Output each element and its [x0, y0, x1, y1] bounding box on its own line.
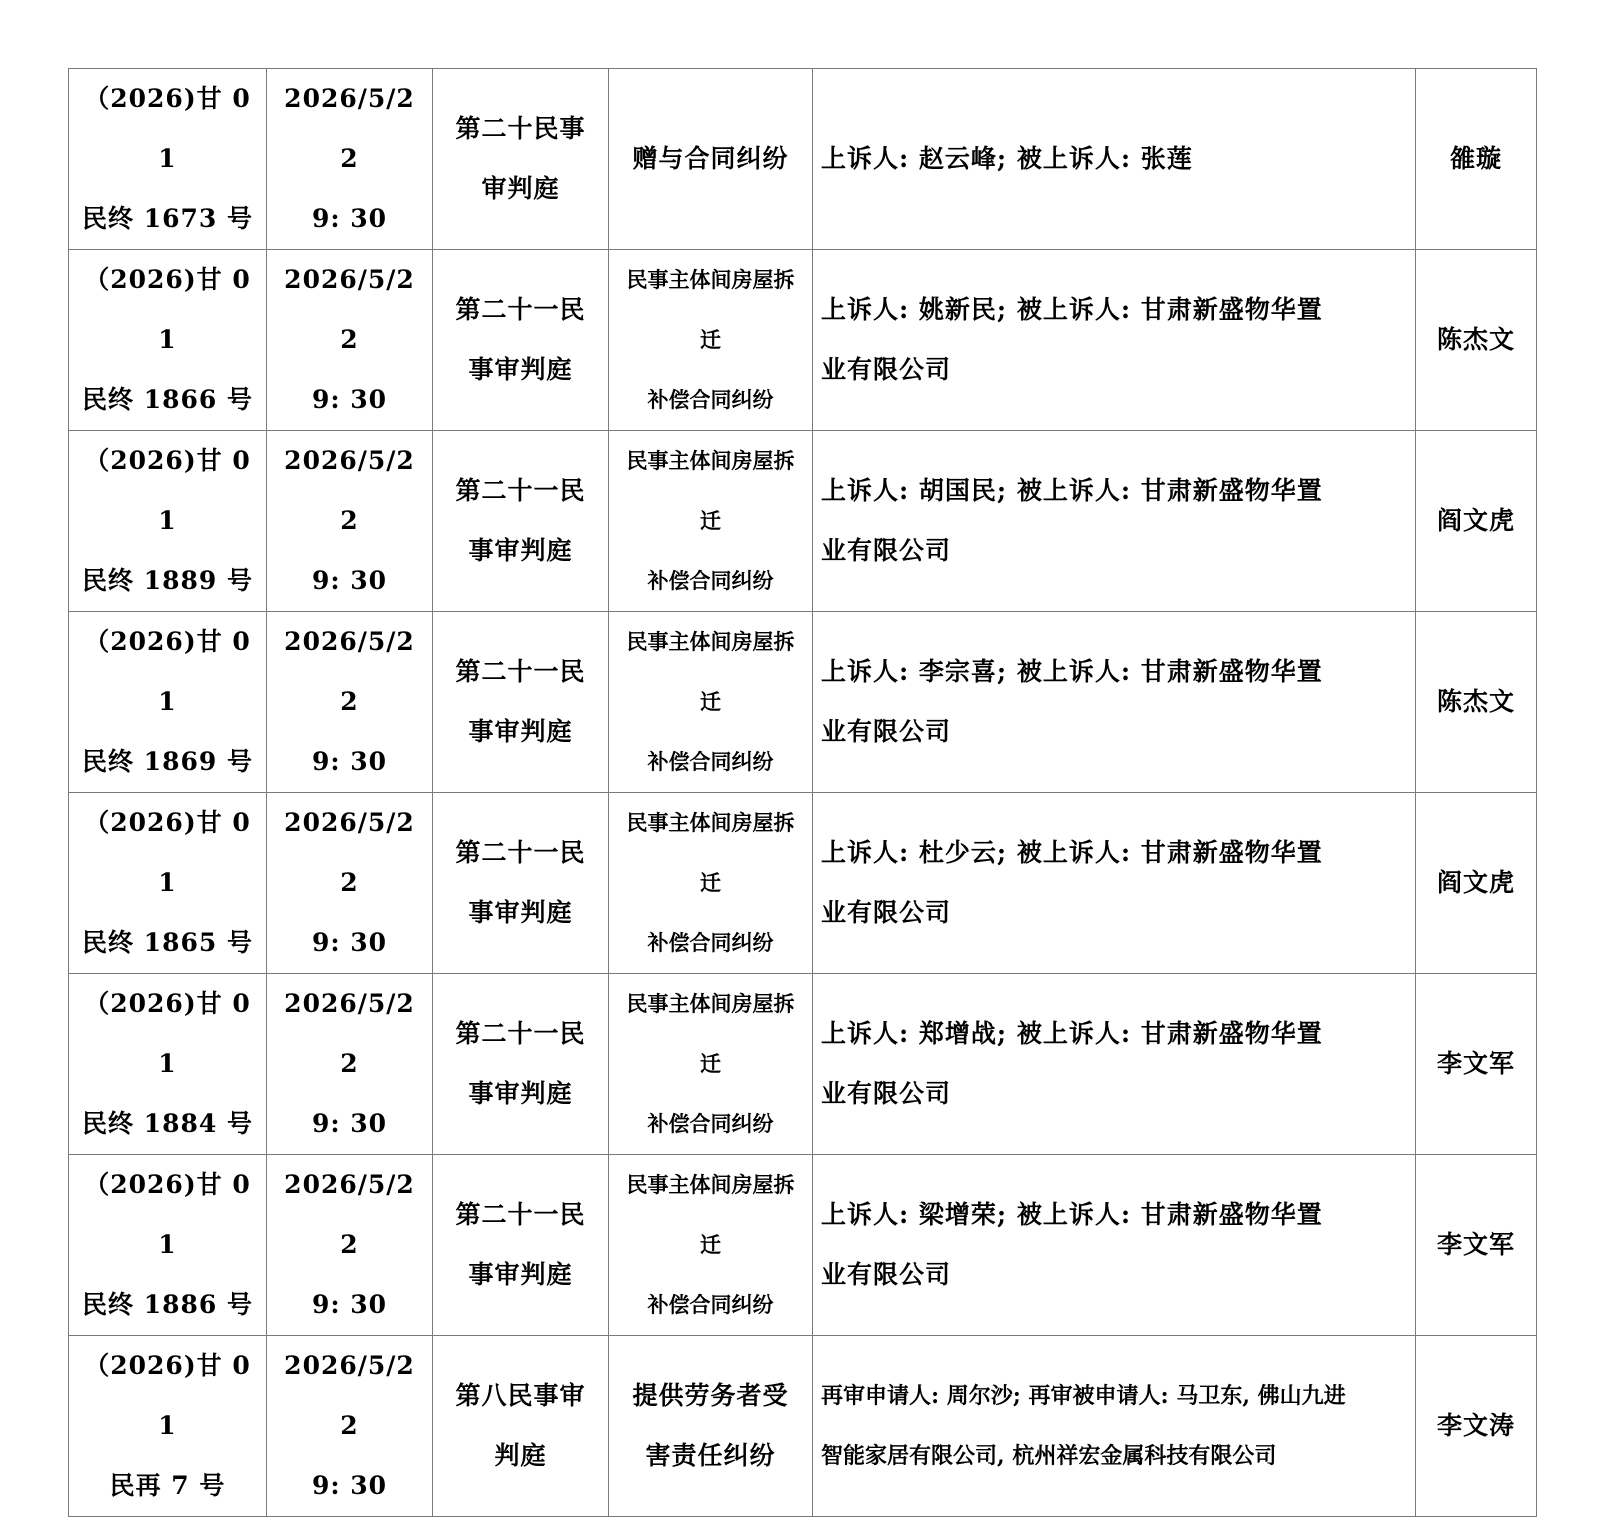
courtroom-cell	[433, 431, 609, 612]
case-cause-cell	[609, 1155, 813, 1336]
case-number-line: （2026)甘 01	[84, 989, 251, 1078]
judge-cell: 阎文虎	[1416, 431, 1537, 612]
courtroom-cell	[433, 69, 609, 250]
hearing-date: 2026/5/22	[284, 1170, 415, 1259]
case-cause-cell	[609, 431, 813, 612]
case-cause-line: 赠与合同纠纷	[632, 144, 789, 173]
case-number-line: （2026)甘 01	[84, 446, 251, 535]
case-number-line: （2026)甘 01	[84, 84, 251, 173]
parties-line: 上诉人: 姚新民; 被上诉人: 甘肃新盛物华置	[821, 295, 1323, 324]
case-number-line: 民终 1889 号	[82, 566, 253, 595]
case-cause-line: 补偿合同纠纷	[647, 749, 774, 774]
hearing-time: 9: 30	[311, 385, 388, 414]
case-number-line: 民终 1673 号	[82, 204, 253, 233]
hearing-time-cell	[267, 69, 433, 250]
hearing-time: 9: 30	[311, 928, 388, 957]
parties-line: 业有限公司	[821, 536, 952, 565]
case-number-cell	[69, 793, 267, 974]
case-cause-cell	[609, 1336, 813, 1517]
case-cause-line: 补偿合同纠纷	[647, 1292, 774, 1317]
case-number-line: （2026)甘 01	[84, 627, 251, 716]
courtroom-line: 判庭	[494, 1441, 547, 1470]
parties-cell	[813, 612, 1416, 793]
table-row	[69, 1336, 1537, 1517]
courtroom-cell	[433, 1336, 609, 1517]
table-row	[69, 793, 1537, 974]
case-cause-line: 补偿合同纠纷	[647, 1111, 774, 1136]
hearing-time: 9: 30	[311, 1471, 388, 1500]
case-number-line: （2026)甘 01	[84, 1170, 251, 1259]
courtroom-cell	[433, 974, 609, 1155]
case-number-line: （2026)甘 01	[84, 1351, 251, 1440]
case-cause-line: 害责任纠纷	[645, 1441, 776, 1470]
case-number-cell	[69, 974, 267, 1155]
table-row	[69, 1155, 1537, 1336]
courtroom-cell	[433, 1155, 609, 1336]
courtroom-line: 事审判庭	[468, 1260, 573, 1289]
hearing-time-cell	[267, 431, 433, 612]
courtroom-line: 事审判庭	[468, 355, 573, 384]
parties-line: 业有限公司	[821, 1079, 952, 1108]
judge-cell: 李文军	[1416, 974, 1537, 1155]
case-number-line: 民终 1869 号	[82, 747, 253, 776]
hearing-date: 2026/5/22	[284, 84, 415, 173]
hearing-time-cell	[267, 1155, 433, 1336]
courtroom-line: 第二十一民	[455, 1200, 586, 1229]
case-number-line: （2026)甘 01	[84, 265, 251, 354]
courtroom-cell	[433, 612, 609, 793]
case-cause-line: 提供劳务者受	[632, 1381, 789, 1410]
judge-cell: 阎文虎	[1416, 793, 1537, 974]
courtroom-line: 第二十一民	[455, 838, 586, 867]
case-cause-cell	[609, 69, 813, 250]
hearing-time-cell	[267, 250, 433, 431]
parties-line: 上诉人: 郑增战; 被上诉人: 甘肃新盛物华置	[821, 1019, 1323, 1048]
hearing-time-cell	[267, 1336, 433, 1517]
parties-cell	[813, 1155, 1416, 1336]
parties-line: 业有限公司	[821, 717, 952, 746]
case-number-line: 民终 1866 号	[82, 385, 253, 414]
case-cause-line: 补偿合同纠纷	[647, 568, 774, 593]
hearing-date: 2026/5/22	[284, 446, 415, 535]
hearing-time-cell	[267, 612, 433, 793]
case-number-line: （2026)甘 01	[84, 808, 251, 897]
parties-line: 上诉人: 李宗喜; 被上诉人: 甘肃新盛物华置	[821, 657, 1323, 686]
parties-cell	[813, 69, 1416, 250]
case-cause-cell	[609, 250, 813, 431]
hearing-date: 2026/5/22	[284, 265, 415, 354]
hearing-date: 2026/5/22	[284, 1351, 415, 1440]
courtroom-line: 事审判庭	[468, 1079, 573, 1108]
hearing-time: 9: 30	[311, 566, 388, 595]
parties-line: 上诉人: 胡国民; 被上诉人: 甘肃新盛物华置	[821, 476, 1323, 505]
hearing-time: 9: 30	[311, 747, 388, 776]
parties-line: 智能家居有限公司, 杭州祥宏金属科技有限公司	[821, 1443, 1277, 1469]
judge-cell: 陈杰文	[1416, 250, 1537, 431]
courtroom-line: 第二十民事	[455, 114, 586, 143]
case-cause-line: 民事主体间房屋拆迁	[626, 1172, 795, 1257]
case-cause-cell	[609, 612, 813, 793]
courtroom-line: 第二十一民	[455, 1019, 586, 1048]
hearing-time: 9: 30	[311, 204, 388, 233]
courtroom-line: 事审判庭	[468, 536, 573, 565]
parties-cell	[813, 250, 1416, 431]
case-cause-line: 民事主体间房屋拆迁	[626, 991, 795, 1076]
case-number-cell	[69, 69, 267, 250]
courtroom-cell	[433, 250, 609, 431]
courtroom-line: 第二十一民	[455, 476, 586, 505]
parties-line: 业有限公司	[821, 898, 952, 927]
parties-cell	[813, 793, 1416, 974]
parties-line: 业有限公司	[821, 355, 952, 384]
parties-line: 业有限公司	[821, 1260, 952, 1289]
hearing-date: 2026/5/22	[284, 627, 415, 716]
case-number-cell	[69, 1155, 267, 1336]
courtroom-line: 事审判庭	[468, 717, 573, 746]
table-row	[69, 69, 1537, 250]
case-cause-line: 民事主体间房屋拆迁	[626, 810, 795, 895]
hearing-date: 2026/5/22	[284, 989, 415, 1078]
case-cause-line: 补偿合同纠纷	[647, 387, 774, 412]
courtroom-line: 审判庭	[481, 174, 560, 203]
case-number-cell	[69, 612, 267, 793]
parties-line: 再审申请人: 周尔沙; 再审被申请人: 马卫东, 佛山九进	[821, 1383, 1346, 1409]
judge-cell: 李文涛	[1416, 1336, 1537, 1517]
table-row	[69, 250, 1537, 431]
case-cause-line: 补偿合同纠纷	[647, 930, 774, 955]
parties-line: 上诉人: 杜少云; 被上诉人: 甘肃新盛物华置	[821, 838, 1323, 867]
hearing-time: 9: 30	[311, 1109, 388, 1138]
case-cause-line: 民事主体间房屋拆迁	[626, 267, 795, 352]
parties-cell	[813, 1336, 1416, 1517]
hearing-time-cell	[267, 793, 433, 974]
parties-cell	[813, 431, 1416, 612]
case-number-line: 民再 7 号	[109, 1471, 226, 1500]
case-cause-cell	[609, 974, 813, 1155]
case-number-line: 民终 1865 号	[82, 928, 253, 957]
case-number-cell	[69, 431, 267, 612]
table-row	[69, 974, 1537, 1155]
courtroom-line: 事审判庭	[468, 898, 573, 927]
hearing-date: 2026/5/22	[284, 808, 415, 897]
case-cause-cell	[609, 793, 813, 974]
hearing-schedule-table	[68, 68, 1537, 1517]
judge-cell: 雒璇	[1416, 69, 1537, 250]
courtroom-cell	[433, 793, 609, 974]
hearing-time: 9: 30	[311, 1290, 388, 1319]
case-number-line: 民终 1884 号	[82, 1109, 253, 1138]
courtroom-line: 第二十一民	[455, 657, 586, 686]
courtroom-line: 第八民事审	[455, 1381, 586, 1410]
hearing-time-cell	[267, 974, 433, 1155]
judge-cell: 陈杰文	[1416, 612, 1537, 793]
case-cause-line: 民事主体间房屋拆迁	[626, 629, 795, 714]
case-number-cell	[69, 250, 267, 431]
parties-cell	[813, 974, 1416, 1155]
parties-line: 上诉人: 梁增荣; 被上诉人: 甘肃新盛物华置	[821, 1200, 1323, 1229]
case-number-cell	[69, 1336, 267, 1517]
table-row	[69, 431, 1537, 612]
courtroom-line: 第二十一民	[455, 295, 586, 324]
parties-line: 上诉人: 赵云峰; 被上诉人: 张莲	[821, 144, 1193, 173]
table-row	[69, 612, 1537, 793]
judge-cell: 李文军	[1416, 1155, 1537, 1336]
case-cause-line: 民事主体间房屋拆迁	[626, 448, 795, 533]
case-number-line: 民终 1886 号	[82, 1290, 253, 1319]
